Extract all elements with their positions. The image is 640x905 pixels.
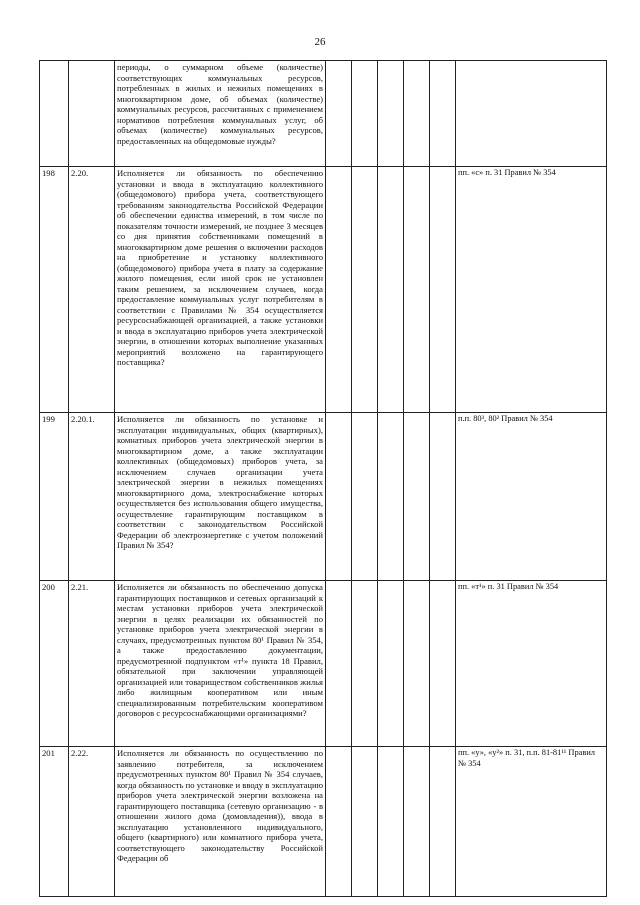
answer-cell [404,581,430,747]
item-number: 2.21. [69,581,115,747]
answer-cell [352,167,378,413]
answer-cell [326,413,352,581]
answer-cell [378,413,404,581]
answer-cell [430,167,456,413]
answer-cell [404,413,430,581]
question-text: Исполняется ли обязанность по обеспечению допуска гарантирующих поставщиков и сетевых организаций к местам установки приборов учета электрической энергии в целях реализации их обязанностей по установке приборов учета электрической энергии в случаях, предусмотренных пунктом 80¹ Правил № 354, а также предоставлению документации, предусмотренной подпунктом «т¹» пункта 18 Правил, обязательной при заключении управляющей организацией или товариществом собственников жилья либо жилищным кооперативом или иным специализированным потребительским кооперативом договоров с ресурсоснабжающими организациями? [115,581,326,747]
answer-cell [404,747,430,897]
table-row [40,61,607,167]
answer-cell [352,747,378,897]
table-row [40,581,607,747]
answer-cell [430,413,456,581]
legal-reference: пп. «с» п. 31 Правил № 354 [456,167,607,413]
answer-cell [352,581,378,747]
legal-reference: пп. «у», «у²» п. 31, п.п. 81-81¹¹ Правил № 354 [456,747,607,897]
row-number: 198 [40,167,69,413]
row-number: 201 [40,747,69,897]
answer-cell [326,581,352,747]
answer-cell [378,167,404,413]
answer-cell [378,581,404,747]
table-row [40,413,607,581]
answer-cell [352,61,378,167]
answer-cell [326,61,352,167]
page-number: 26 [314,36,326,48]
answer-cell [326,747,352,897]
answer-cell [378,61,404,167]
legal-reference [456,61,607,167]
table-row [40,167,607,413]
row-number: 199 [40,413,69,581]
requirements-table [39,60,607,897]
table-row [40,747,607,897]
question-text: Исполняется ли обязанность по установке и эксплуатации индивидуальных, общих (квартирных), комнатных приборов учета электрической энергии в многоквартирном доме, а также эксплуатации коллективных (общедомовых) приборов учета, за исключением случаев организации учета электрической энергии в нежилых помещениях многоквартирного дома, электроснабжение которых осуществляется без использования общего имущества, осуществление гарантирующим поставщиком в соответствии с законодательством Российской Федерации об электроэнергетике с учетом положений Правил № 354? [115,413,326,581]
answer-cell [430,61,456,167]
question-text: Исполняется ли обязанность по осуществлению по заявлению потребителя, за исключением предусмотренных пунктом 80¹ Правил № 354 случаев, когда обязанность по установке и вводу в эксплуатацию приборов учета электрической энергии возложена на гарантирующего поставщика (сетевую организацию - в отношении жилого дома (домовладения)), ввода в эксплуатацию установленного индивидуального, общего (квартирного) или комнатного прибора учета, соответствующего законодательству Российской Федерации об [115,747,326,897]
answer-cell [430,747,456,897]
answer-cell [404,167,430,413]
legal-reference: пп. «т¹» п. 31 Правил № 354 [456,581,607,747]
item-number: 2.20.1. [69,413,115,581]
answer-cell [378,747,404,897]
question-text: Исполняется ли обязанность по обеспечению установки и ввода в эксплуатацию коллективного (общедомового) прибора учета, соответствующего требованиям законодательства Российской Федерации об обеспечении единства измерений, в том числе по показателям точности измерений, не позднее 3 месяцев со дня принятия собственниками помещений в многоквартирном доме решения о включении расходов на приобретение и установку коллективного (общедомового) прибора учета в плату за содержание жилого помещения, если иной срок не установлен таким решением, за исключением случаев, когда предоставление коммунальных услуг потребителям в соответствии с Правилами № 354 осуществляется ресурсоснабжающей организацией, а также установки и ввода в эксплуатацию приборов учета электрической энергии, в отношении которых выполнение указанных мероприятий возложено на гарантирующего поставщика? [115,167,326,413]
item-number: 2.20. [69,167,115,413]
answer-cell [430,581,456,747]
item-number: 2.22. [69,747,115,897]
question-text: периоды, о суммарном объеме (количестве) соответствующих коммунальных ресурсов, потребленных в жилых и нежилых помещениях в многоквартирном доме, об объемах (количестве) коммунальных ресурсов, рассчитанных с применением нормативов потребления коммунальных услуг, об объемах (количестве) коммунальных ресурсов, предоставленных на общедомовые нужды? [115,61,326,167]
legal-reference: п.п. 80³, 80² Правил № 354 [456,413,607,581]
row-number: 200 [40,581,69,747]
answer-cell [326,167,352,413]
answer-cell [404,61,430,167]
item-number [69,61,115,167]
answer-cell [352,413,378,581]
row-number [40,61,69,167]
